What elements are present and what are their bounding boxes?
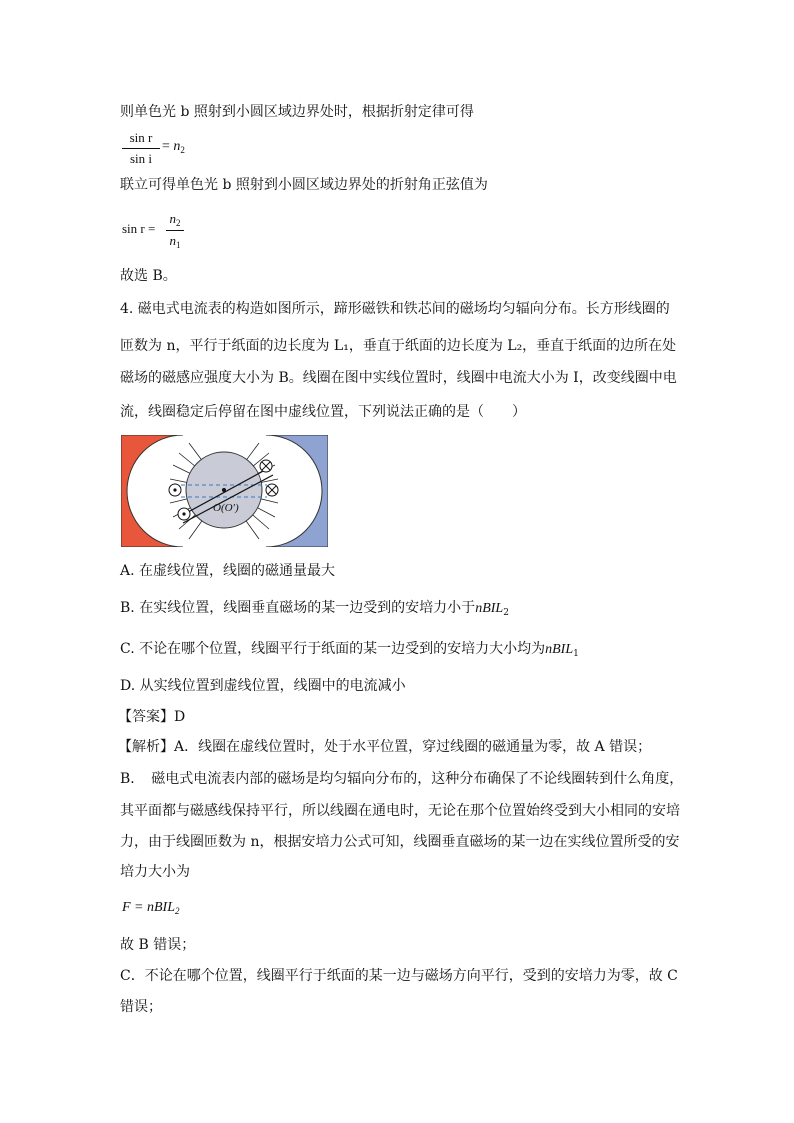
combine-line: 联立可得单色光 b 照射到小圆区域边界处的折射角正弦值为 [120,177,488,193]
analysis-line2: B． 磁电式电流表内部的磁场是均匀辐向分布的，这种分布确保了不论线圈转到什么角度， [120,771,684,787]
q4-line4: 流，线圈稳定后停留在图中虚线位置，下列说法正确的是（ ） [120,404,526,420]
analysis-line3: 其平面都与磁感线保持平行，所以线圈在通电时，无论在那个位置始终受到大小相同的安培 [120,803,680,819]
analysis-line1: 【解析】A．线圈在虚线位置时，处于水平位置，穿过线圈的磁通量为零，故 A 错误； [118,739,652,755]
q4-line2: 匝数为 n，平行于纸面的边长度为 L₁，垂直于纸面的边长度为 L₂，垂直于纸面的边所在处 [120,338,677,354]
current-in-marker [266,484,278,496]
analysis-formula: F = nBIL$_2$ [122,900,180,916]
option-a: A. 在虚线位置，线圈的磁通量最大 [120,563,336,579]
equation-refraction-law [122,130,160,170]
eq2-lhs: sin r = [122,221,156,236]
analysis-line4: 力，由于线圈匝数为 n，根据安培力公式可知，线圈垂直磁场的某一边在实线位置所受的安 [120,834,680,850]
option-c: C. 不论在哪个位置，线圈平行于纸面的某一边受到的安培力大小均为nBIL$_1$ [120,641,579,659]
eq1-denominator: sin i [129,151,153,166]
analysis-line5: 培力大小为 [120,864,190,880]
answer-line: 【答案】D [118,709,186,725]
center-label: O(O′) [213,502,239,514]
north-label: N [302,487,310,499]
equation-sine-refraction: $n_2$ $n_1$ [166,211,184,253]
intro-line: 则单色光 b 照射到小圆区域边界处时，根据折射定律可得 [120,104,474,120]
analysis-line7: C．不论在哪个位置，线圈平行于纸面的某一边与磁场方向平行，受到的安培力为零，故 C [120,968,678,984]
analysis-line8: 错误； [120,999,162,1015]
option-b: B. 在实线位置，线圈垂直磁场的某一边受到的安培力小于nBIL$_2$ [120,600,509,618]
option-d: D. 从实线位置到虚线位置，线圈中的电流减小 [120,678,406,694]
eq1-numerator: sin r [129,130,153,145]
galvanometer-figure [121,435,328,547]
current-out-marker [169,484,181,496]
eq1-rhs: n [173,139,181,154]
q4-line1: 4. 磁电式电流表的构造如图所示，蹄形磁铁和铁芯间的磁场均匀辐向分布。长方形线圈的 [120,301,670,317]
south-label: S [145,487,153,499]
analysis-line6: 故 B 错误； [120,937,196,953]
q4-line3: 磁场的磁感应强度大小为 B。线圈在图中实线位置时，线圈中电流大小为 I，改变线圈中电 [120,370,677,386]
choose-b-line: 故选 B。 [120,268,177,284]
